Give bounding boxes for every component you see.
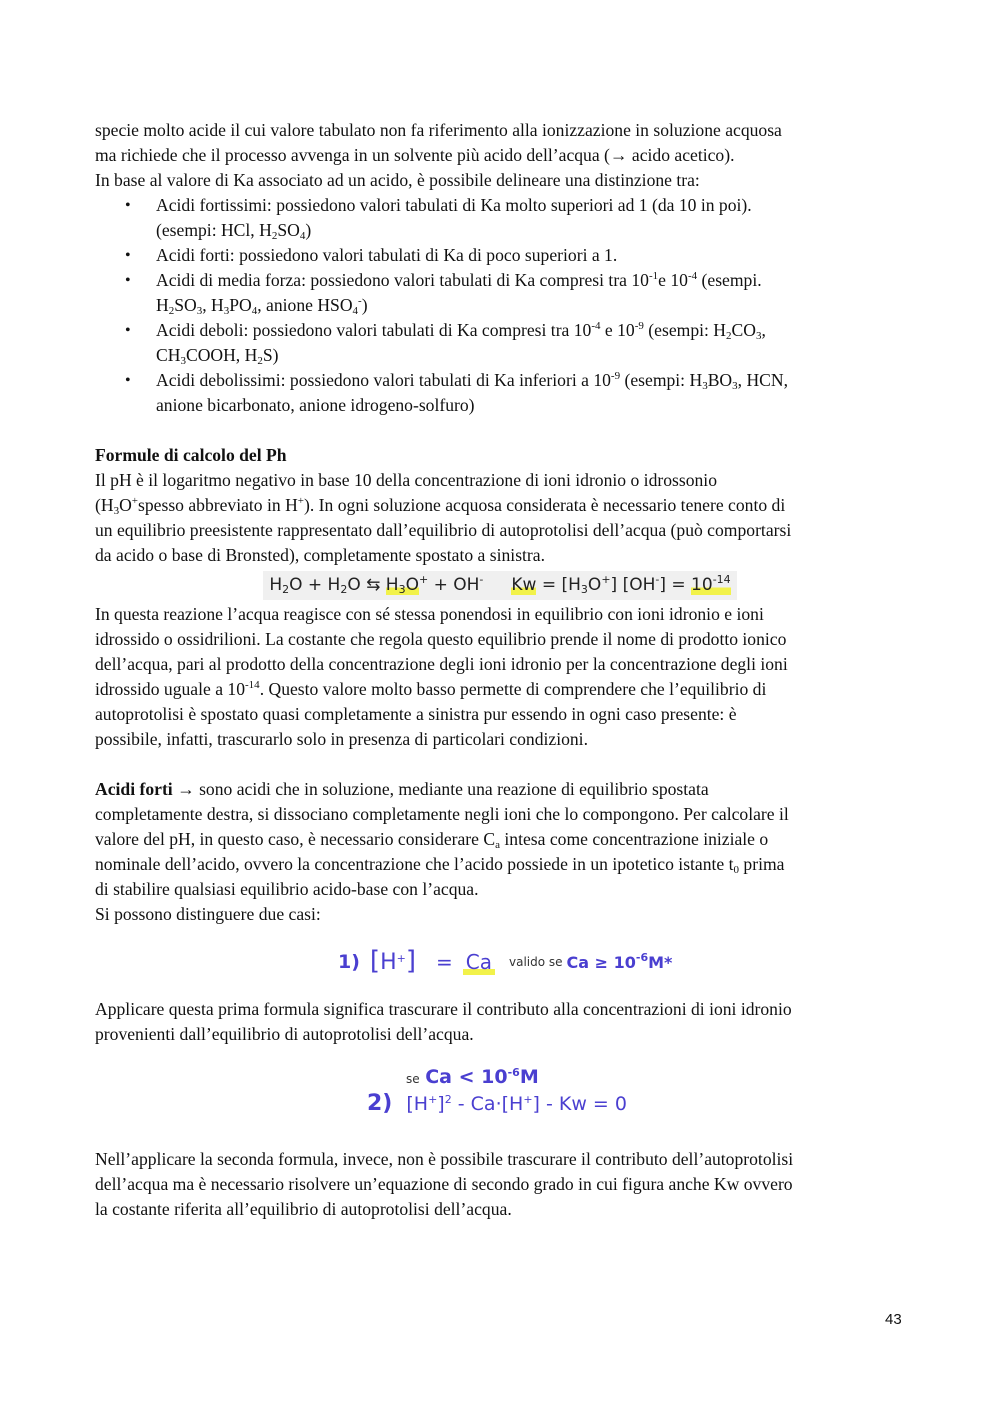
eq-text: 10	[691, 574, 713, 595]
eq-text: ] =	[659, 574, 692, 595]
list-text: e 10	[658, 270, 688, 290]
subscript: 4	[352, 305, 359, 317]
bracket: ]	[405, 946, 416, 976]
handwritten-ca: Ca	[463, 950, 495, 975]
superscript: -	[655, 572, 660, 586]
text: dell’acqua, pari al prodotto della concentrazione degli ioni idronio per la concentrazione degli ioni	[95, 654, 788, 674]
list-text: CO	[731, 320, 756, 340]
subscript: 3	[702, 380, 708, 392]
superscript: -	[358, 295, 362, 307]
text: . Questo valore molto basso permette di comprendere che l’equilibrio di	[259, 679, 767, 699]
text: da acido o base di Bronsted), completamente spostato a sinistra.	[95, 545, 545, 565]
subscript: 3	[223, 305, 230, 317]
eq-text: ] - Kw = 0	[532, 1093, 627, 1115]
eq-text: ] [OH	[610, 574, 656, 595]
list-text: CH	[156, 345, 181, 365]
text: spesso abbreviato in H	[138, 495, 298, 515]
intro-line-1: specie molto acide il cui valore tabulato non fa riferimento alla ionizzazione in soluzione acquosa	[95, 120, 782, 140]
list-text: Acidi debolissimi: possiedono valori tabulati di Ka inferiori a 10	[156, 370, 611, 390]
term-strong-acids: Acidi forti	[95, 779, 173, 799]
list-text: (esempi.	[697, 270, 762, 290]
formula-number: 2)	[367, 1091, 393, 1116]
subscript: a	[495, 839, 501, 851]
eq-text: M*	[648, 952, 673, 972]
list-text: Acidi di media forza: possiedono valori tabulati di Ka compresi tra 10	[156, 270, 649, 290]
page-number: 43	[885, 1311, 902, 1328]
equals-sign: =	[435, 949, 453, 974]
formula-1	[95, 927, 905, 997]
subscript: 4	[251, 305, 258, 317]
water-paragraph	[95, 602, 905, 752]
superscript: -14	[245, 679, 260, 691]
text: In questa reazione l’acqua reagisce con sé stessa ponendosi in equilibrio con ioni idronio e ioni	[95, 604, 764, 624]
ph-paragraph	[95, 468, 905, 568]
after-formula-2-paragraph	[95, 1147, 905, 1222]
text: → sono acidi che in soluzione, mediante una reazione di equilibrio spostata	[172, 779, 709, 799]
list-text: (esempi: H	[620, 370, 703, 390]
document-page	[95, 118, 905, 1222]
text: Nell’applicare la seconda formula, invece, non è possibile trascurare il contributo dell’autoprotolisi	[95, 1149, 794, 1169]
list-text: S)	[262, 345, 279, 365]
superscript: -6	[635, 950, 649, 964]
after-formula-1-paragraph	[95, 997, 905, 1047]
text: autoprotolisi è spostato quasi completamente a sinistra pur essendo in ogni caso presente: è	[95, 704, 737, 724]
text: O	[119, 495, 132, 515]
text: intesa come concentrazione iniziale o	[500, 829, 769, 849]
superscript: -9	[634, 320, 644, 332]
superscript: +	[418, 572, 429, 586]
list-text: COOH, H	[185, 345, 258, 365]
section-heading-ph: Formule di calcolo del Ph	[95, 445, 287, 465]
list-text: , H	[202, 295, 224, 315]
condition	[425, 1066, 539, 1088]
text: possibile, infatti, trascurarlo solo in presenza di particolari condizioni.	[95, 729, 588, 749]
eq-text: O ⇆	[347, 574, 386, 595]
list-text: , anione HSO	[257, 295, 353, 315]
list-text: (esempi: HCl, H	[156, 220, 272, 240]
list-text: , HCN,	[737, 370, 788, 390]
formula-number: 1)	[338, 950, 360, 973]
eq-text: Ca < 10	[425, 1066, 508, 1088]
spacer	[95, 752, 905, 777]
list-item-very-weak	[156, 368, 905, 418]
superscript: +	[131, 495, 139, 507]
list-item-weak	[156, 318, 905, 368]
list-text: anione bicarbonato, anione idrogeno-solfuro)	[156, 395, 475, 415]
highlight-ten	[691, 572, 731, 595]
autoprotolysis-equation	[95, 568, 905, 602]
condition-label: se	[406, 1072, 420, 1086]
bracket: [	[369, 946, 381, 976]
text: Si possono distinguere due casi:	[95, 904, 321, 924]
text: idrossido uguale a 10	[95, 679, 246, 699]
superscript: -4	[687, 270, 698, 282]
list-text: )	[361, 295, 368, 315]
list-text: (esempi: H	[643, 320, 726, 340]
eq-text: + OH	[428, 574, 480, 595]
subscript: 3	[180, 355, 186, 367]
eq-text: Ca ≥ 10	[566, 952, 636, 972]
text: valore del pH, in questo caso, è necessario considerare C	[95, 829, 496, 849]
subscript: 3	[580, 582, 588, 596]
eq-text: O + H	[289, 574, 341, 595]
intro-line-2: ma richiede che il processo avvenga in un solvente più acido dell’acqua (→ acido acetico).	[95, 145, 735, 165]
list-text: Acidi deboli: possiedono valori tabulati di Ka compresi tra 10	[156, 320, 592, 340]
list-text: Acidi forti: possiedono valori tabulati di Ka di poco superiori a 1.	[156, 245, 618, 265]
subscript: 2	[271, 230, 278, 242]
superscript: +	[297, 495, 305, 507]
superscript: +	[428, 1093, 438, 1106]
eq-text: H	[380, 950, 397, 975]
superscript: -4	[591, 320, 601, 332]
intro-line-3: In base al valore di Ka associato ad un acido, è possibile delineare una distinzione tra:	[95, 170, 700, 190]
text: dell’acqua ma è necessario risolvere un’equazione di secondo grado in cui figura anche Kw ovvero	[95, 1174, 793, 1194]
formula-2	[95, 1047, 905, 1147]
list-text: H	[156, 295, 169, 315]
formula-2-equation	[367, 1091, 627, 1118]
highlight-h3o	[386, 575, 419, 595]
eq-text: H	[385, 574, 399, 595]
list-text: PO	[229, 295, 252, 315]
strong-acids-paragraph	[95, 777, 905, 927]
text: idrossido o ossidrilioni. La costante che regola questo equilibrio prende il nome di prodotto ionico	[95, 629, 787, 649]
list-item-very-strong	[156, 193, 905, 243]
text: completamente destra, si dissociano completamente negli ioni che lo compongono. Per calcolare il	[95, 804, 789, 824]
list-text: ,	[761, 320, 766, 340]
subscript: 0	[733, 864, 740, 876]
text: un equilibrio preesistente rappresentato dall’equilibrio di autoprotolisi dell’acqua (può comportarsi	[95, 520, 792, 540]
subscript: 2	[282, 582, 290, 596]
list-text: SO	[277, 220, 300, 240]
handwritten-h-plus	[369, 946, 416, 976]
condition-label: valido se	[508, 954, 563, 969]
eq-text: O	[405, 574, 419, 595]
eq-text: = [H	[536, 574, 581, 595]
spacer	[95, 418, 905, 443]
subscript: 2	[257, 355, 263, 367]
superscript: -	[479, 572, 484, 586]
superscript: +	[396, 952, 406, 965]
superscript: -14	[712, 572, 731, 586]
equation-image	[263, 571, 736, 600]
list-text: e 10	[600, 320, 635, 340]
superscript: +	[523, 1093, 533, 1106]
superscript: -1	[648, 270, 659, 282]
eq-text: O	[587, 574, 602, 595]
quadratic-equation	[406, 1093, 627, 1115]
text: (H	[95, 495, 114, 515]
list-text: Acidi fortissimi: possiedono valori tabulati di Ka molto superiori ad 1 (da 10 in poi).	[156, 195, 752, 215]
formula-2-condition	[406, 1065, 539, 1092]
text: nominale dell’acido, ovvero la concentrazione che l’acido possiede in un ipotetico istante t	[95, 854, 734, 874]
subscript: 3	[732, 380, 738, 392]
superscript: +	[601, 572, 611, 586]
eq-text: M	[519, 1066, 539, 1088]
superscript: -6	[507, 1066, 520, 1079]
text: prima	[739, 854, 785, 874]
highlight-kw: Kw	[511, 574, 537, 595]
text: di stabilire qualsiasi equilibrio acido-base con l’acqua.	[95, 879, 479, 899]
subscript: 3	[398, 582, 406, 596]
list-text: SO	[174, 295, 197, 315]
eq-text: ]	[437, 1093, 445, 1115]
subscript: 3	[755, 330, 762, 342]
acid-classification-list	[95, 193, 905, 418]
list-text: )	[305, 220, 312, 240]
subscript: 3	[113, 505, 120, 517]
text: provenienti dall’equilibrio di autoprotolisi dell’acqua.	[95, 1024, 474, 1044]
text: la costante riferita all’equilibrio di autoprotolisi dell’acqua.	[95, 1199, 512, 1219]
subscript: 4	[299, 230, 306, 242]
eq-text: - Ca·[H	[451, 1093, 524, 1115]
list-item-strong	[156, 243, 905, 268]
text: ). In ogni soluzione acquosa considerata è necessario tenere conto di	[304, 495, 786, 515]
subscript: 2	[340, 582, 348, 596]
subscript: 2	[726, 330, 732, 342]
text: Applicare questa prima formula significa trascurare il contributo alla concentrazioni di ioni idronio	[95, 999, 792, 1019]
text: Il pH è il logaritmo negativo in base 10 della concentrazione di ioni idronio o idrossonio	[95, 470, 717, 490]
eq-text: H	[269, 574, 283, 595]
condition	[567, 950, 673, 975]
superscript: -9	[610, 370, 621, 382]
eq-text: [H	[406, 1093, 429, 1115]
list-item-medium	[156, 268, 905, 318]
subscript: 3	[196, 305, 203, 317]
list-text: BO	[707, 370, 733, 390]
superscript: 2	[444, 1093, 452, 1106]
subscript: 2	[168, 305, 175, 317]
